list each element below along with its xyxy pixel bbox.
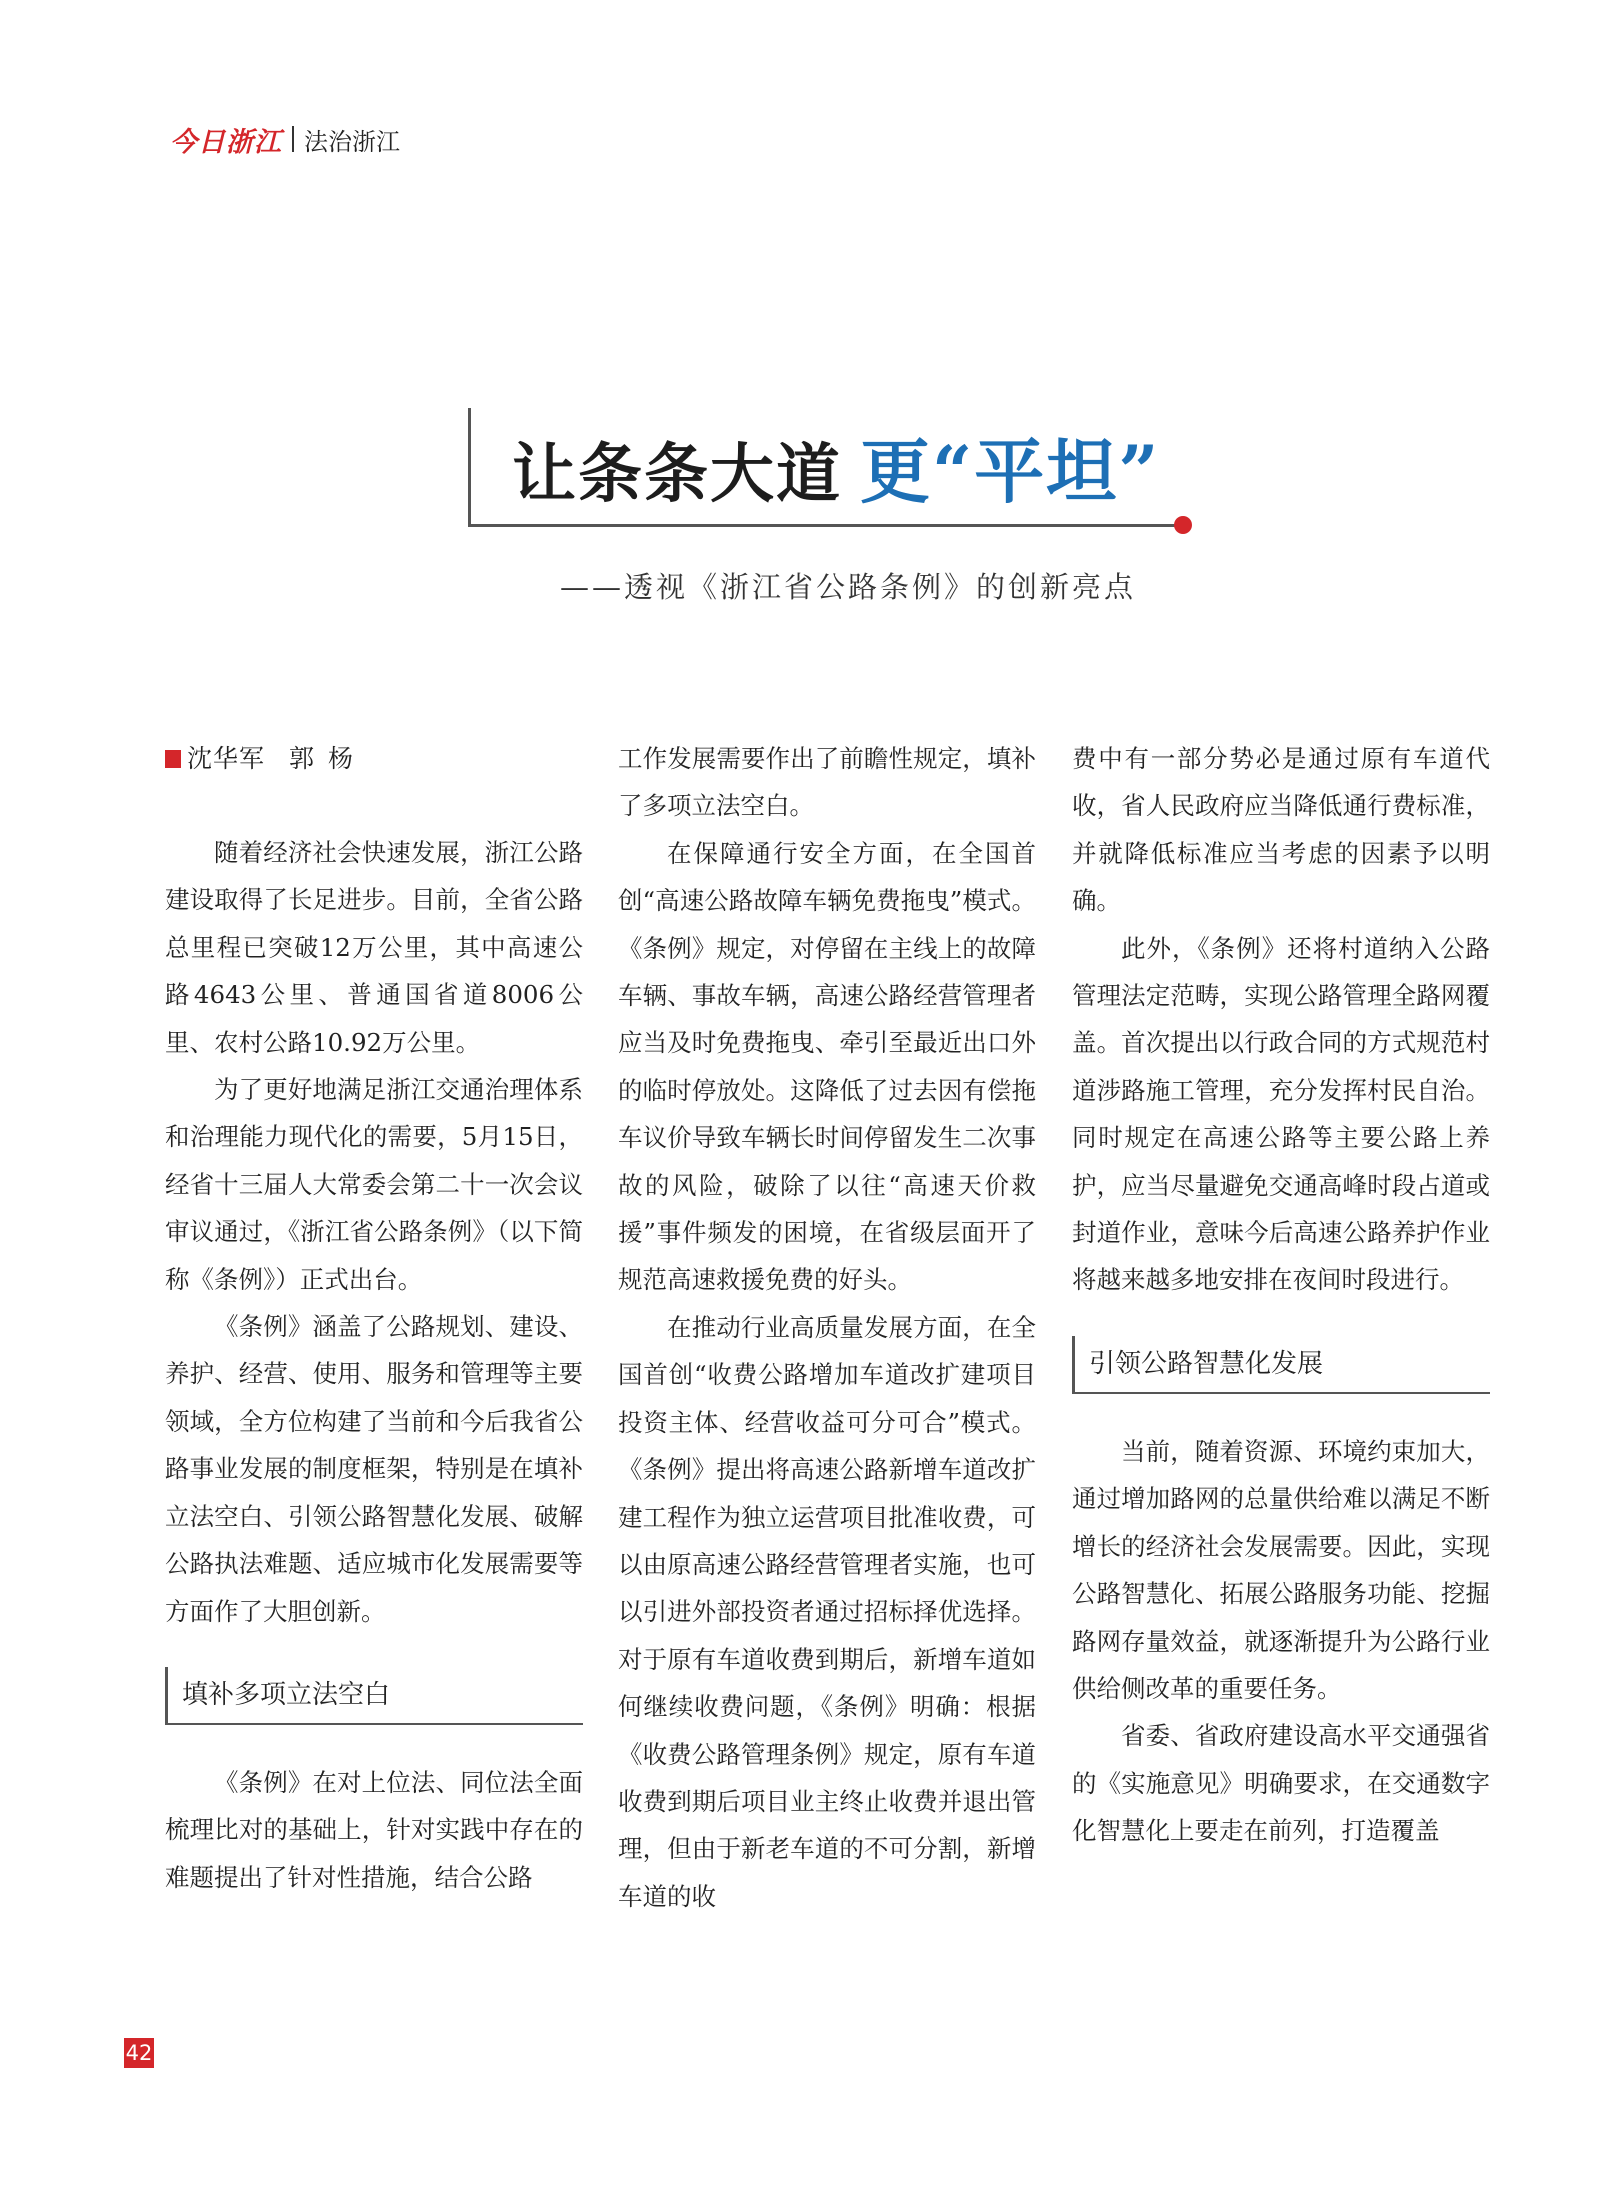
paragraph: 随着经济社会快速发展，浙江公路建设取得了长足进步。目前，全省公路总里程已突破12万公里，其中高速公路4643公里、普通国省道8006公里、农村公路10.92万公里。 xyxy=(165,838,583,1057)
header-divider xyxy=(292,126,294,152)
paragraph: 在保障通行安全方面，在全国首创“高速公路故障车辆免费拖曳”模式。《条例》规定，对停留在主线上的故障车辆、事故车辆，高速公路经营管理者应当及时免费拖曳、牵引至最近出口外的临时停放处。这降低了过去因有偿拖车议价导致车辆长时间停留发生二次事故的风险，破除了以往“高速天价救援”事件频发的困境，在省级层面开了规范高速救援免费的好头。 xyxy=(618,838,1036,1295)
column-1 xyxy=(165,735,583,1901)
paragraph: 费中有一部分势必是通过原有车道代收，省人民政府应当降低通行费标准，并就降低标准应当考虑的因素予以明确。 xyxy=(1072,744,1490,916)
paragraph: 在推动行业高质量发展方面，在全国首创“收费公路增加车道改扩建项目投资主体、经营收益可分可合”模式。《条例》提出将高速公路新增车道改扩建工程作为独立运营项目批准收费，可以由原高速公路经营管理者实施，也可以引进外部投资者通过招标择优选择。对于原有车道收费到期后，新增车道如何继续收费问题，《条例》明确：根据《收费公路管理条例》规定，原有车道收费到期后项目业主终止收费并退出管理，但由于新老车道的不可分割，新增车道的收 xyxy=(618,1312,1036,1911)
section-heading: 引领公路智慧化发展 xyxy=(1072,1336,1490,1394)
paragraph: 省委、省政府建设高水平交通强省的《实施意见》明确要求，在交通数字化智慧化上要走在前列，打造覆盖 xyxy=(1072,1721,1490,1846)
paragraph: 当前，随着资源、环境约束加大，通过增加路网的总量供给难以满足不断增长的经济社会发展需要。因此，实现公路智慧化、拓展公路服务功能、挖掘路网存量效益，就逐渐提升为公路行业供给侧改革的重要任务。 xyxy=(1072,1436,1490,1703)
paragraph: 《条例》在对上位法、同位法全面梳理比对的基础上，针对实践中存在的难题提出了针对性措施，结合公路 xyxy=(165,1767,583,1892)
title-frame-horizontal xyxy=(468,524,1180,527)
page-header xyxy=(170,122,400,156)
paragraph: 为了更好地满足浙江交通治理体系和治理能力现代化的需要，5月15日，经省十三届人大常委会第二十一次会议审议通过，《浙江省公路条例》（以下简称《条例》）正式出台。 xyxy=(165,1075,583,1294)
article-title xyxy=(512,416,1161,517)
title-frame-vertical xyxy=(468,408,471,526)
brand-logo: 今日浙江 xyxy=(170,126,282,158)
section-name: 法治浙江 xyxy=(304,127,400,156)
author-line xyxy=(165,735,583,782)
paragraph: 此外，《条例》还将村道纳入公路管理法定范畴，实现公路管理全路网覆盖。首次提出以行政合同的方式规范村道涉路施工管理，充分发挥村民自治。同时规定在高速公路等主要公路上养护，应当尽量避免交通高峰时段占道或封道作业，意味今后高速公路养护作业将越来越多地安排在夜间时段进行。 xyxy=(1072,933,1490,1295)
title-part-blue: 更“平坦” xyxy=(860,430,1161,513)
title-part-black: 让条条大道 xyxy=(512,437,842,512)
author-name-1: 沈华军 xyxy=(187,744,266,773)
author-marker xyxy=(165,750,181,768)
page-number: 42 xyxy=(124,2038,154,2068)
paragraph: 《条例》涵盖了公路规划、建设、养护、经营、使用、服务和管理等主要领域，全方位构建了当前和今后我省公路事业发展的制度框架，特别是在填补立法空白、引领公路智慧化发展、破解公路执法难题、适应城市化发展需要等方面作了大胆创新。 xyxy=(165,1312,583,1626)
column-2 xyxy=(618,735,1036,1920)
column-3 xyxy=(1072,735,1490,1855)
author-name-2: 郭杨 xyxy=(289,744,368,773)
article-subtitle: ——透视《浙江省公路条例》的创新亮点 xyxy=(559,570,1136,604)
title-red-dot xyxy=(1174,516,1192,534)
paragraph: 工作发展需要作出了前瞻性规定，填补了多项立法空白。 xyxy=(618,744,1036,821)
title-block xyxy=(468,408,1198,528)
section-heading: 填补多项立法空白 xyxy=(165,1667,583,1725)
